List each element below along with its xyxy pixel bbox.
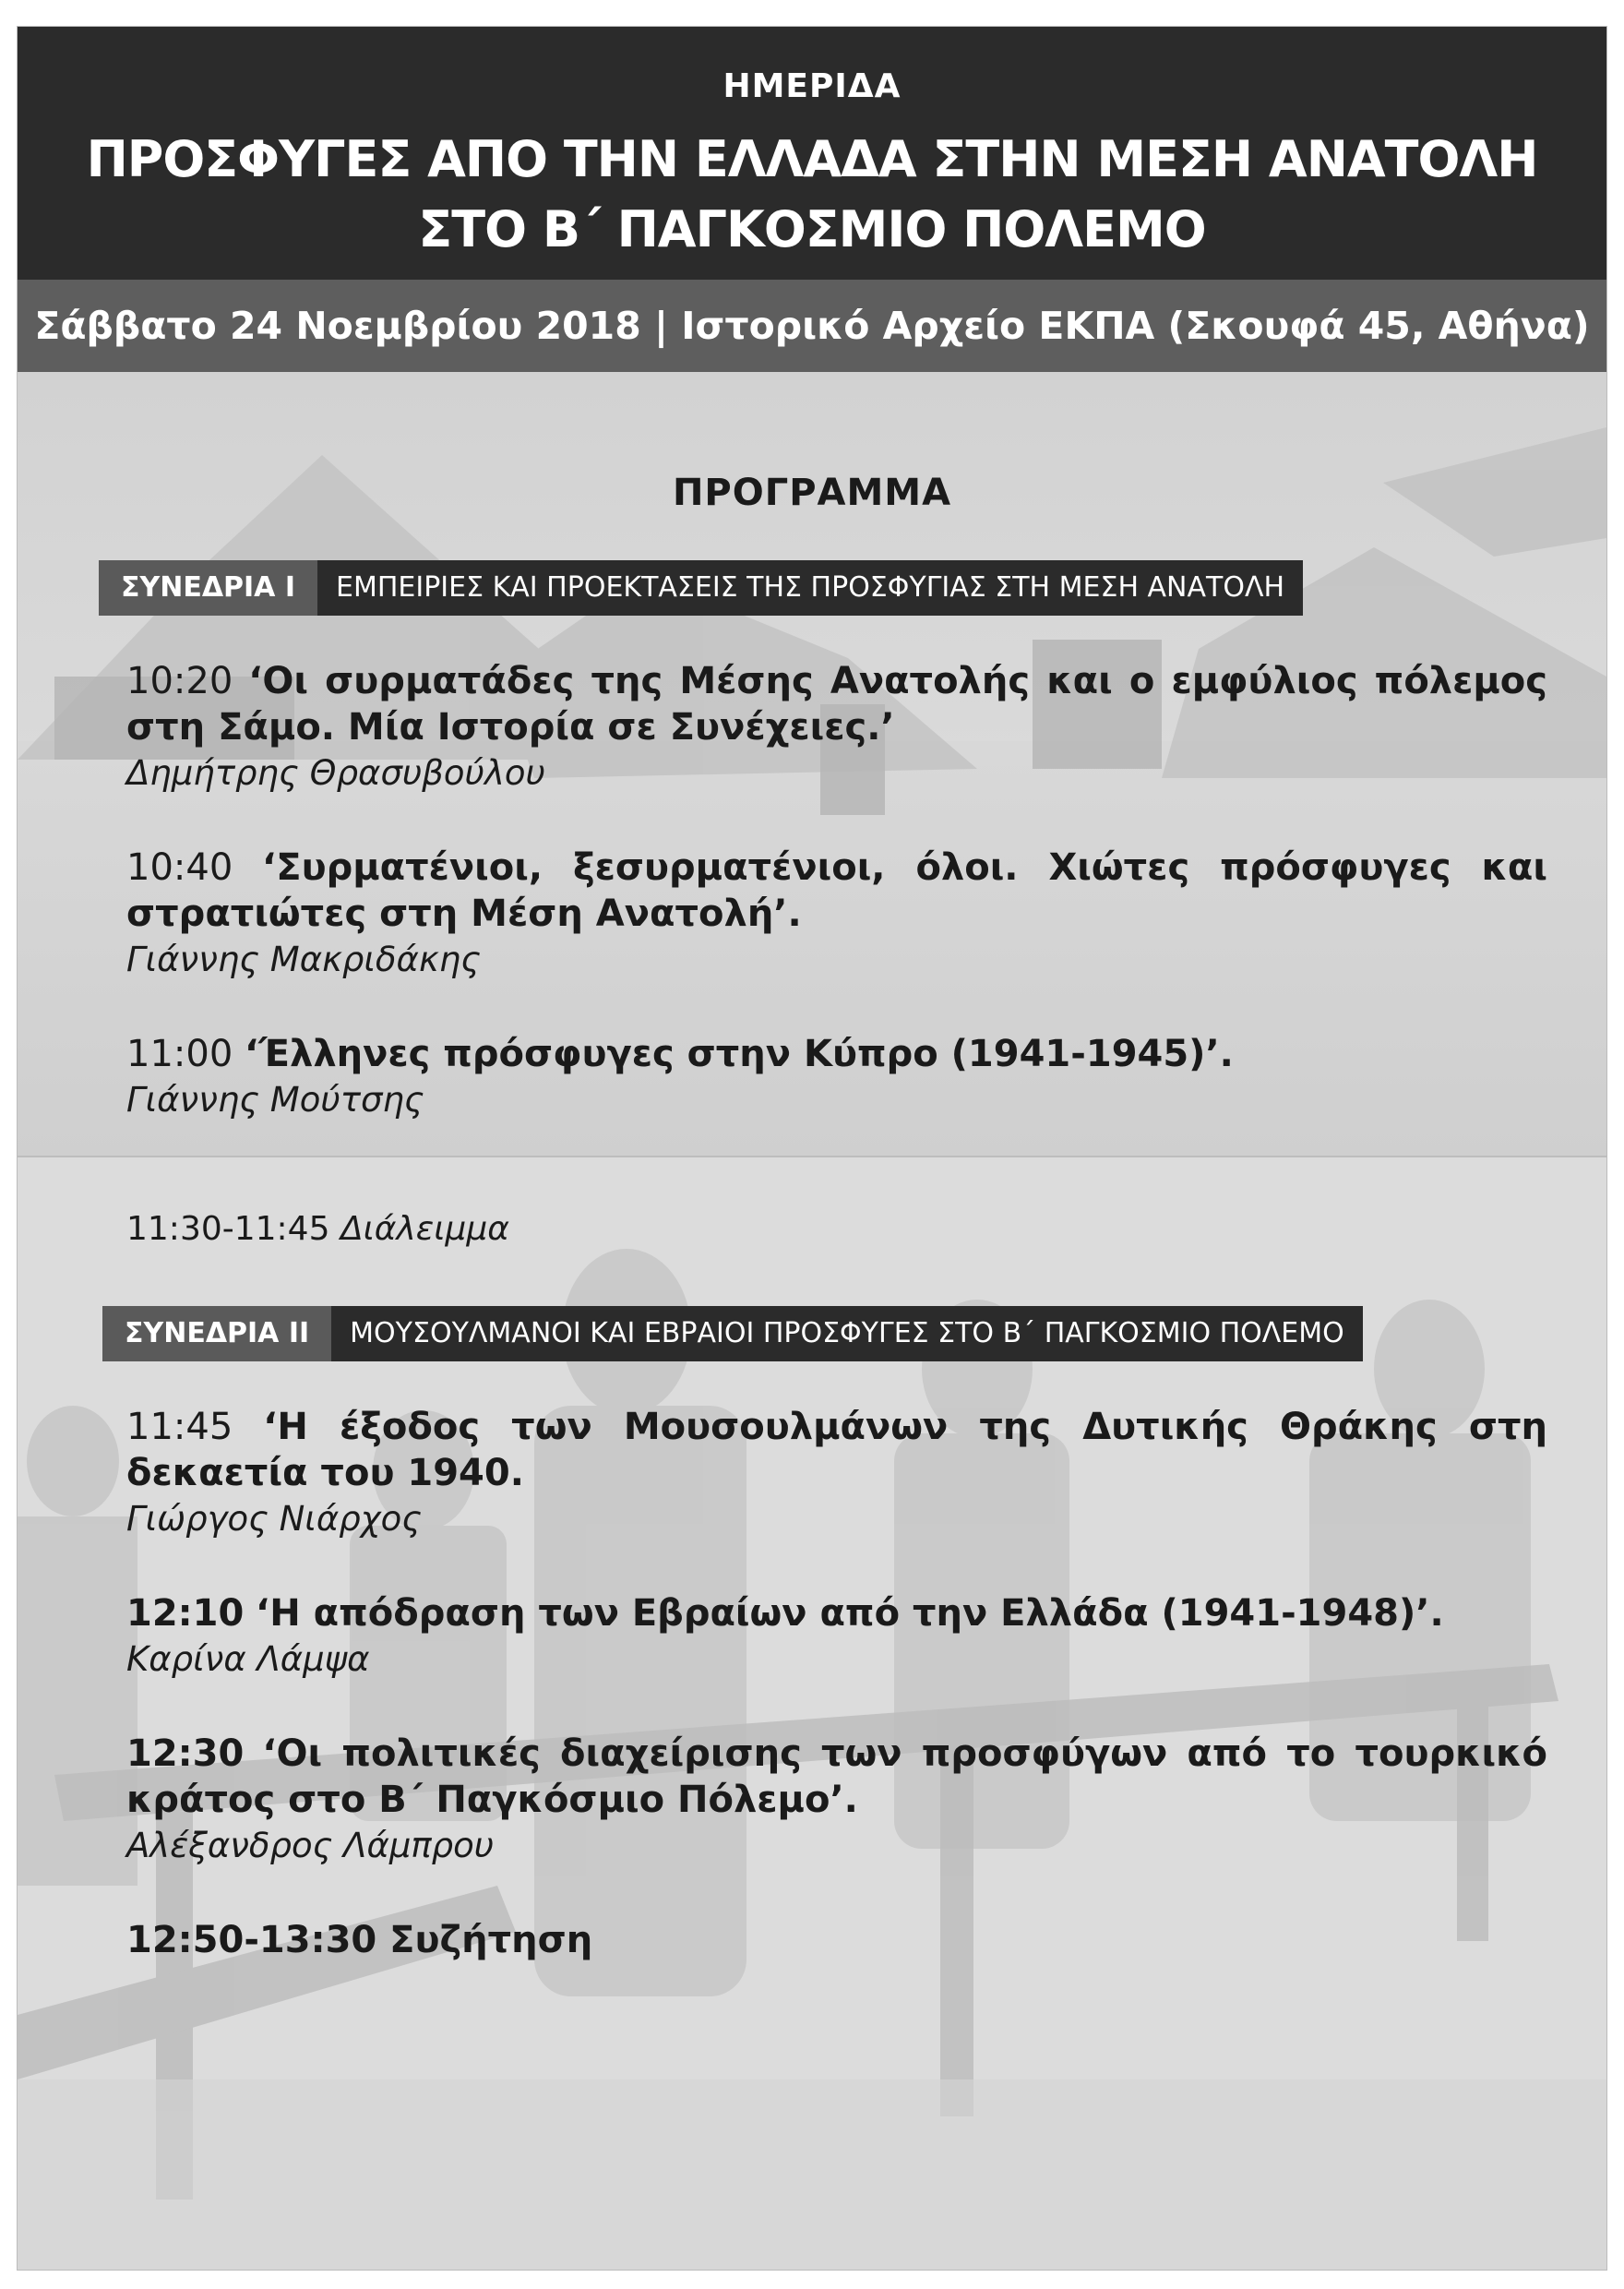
talk-item xyxy=(126,1590,1547,1683)
talk-time: 11:00 xyxy=(126,1033,233,1075)
session-number: ΣΥΝΕΔΡΙΑ Ι xyxy=(99,560,317,616)
talk-item xyxy=(126,658,1547,797)
talk-title: ‘Η απόδραση των Εβραίων από την Ελλάδα (1941-1948)’. xyxy=(256,1592,1444,1635)
event-title-line-2: ΣΤΟ Β΄ ΠΑΓΚΟΣΜΙΟ ΠΟΛΕΜΟ xyxy=(418,200,1206,258)
talk-speaker: Καρίνα Λάμψα xyxy=(126,1639,370,1679)
poster-header xyxy=(18,27,1606,280)
talk-time: 10:40 xyxy=(126,846,233,889)
talk-time: 12:30 xyxy=(126,1732,245,1775)
talk-speaker: Γιώργος Νιάρχος xyxy=(126,1499,422,1539)
talk-speaker: Αλέξανδρος Λάμπρου xyxy=(126,1826,495,1865)
closing-discussion: 12:50-13:30 Συζήτηση xyxy=(126,1919,593,1961)
event-title xyxy=(18,125,1606,265)
programme-heading: ΠΡΟΓΡΑΜΜΑ xyxy=(672,472,952,514)
talk-title: ‘Έλληνες πρόσφυγες στην Κύπρο (1941-1945)’. xyxy=(245,1033,1234,1075)
talk-time: 11:45 xyxy=(126,1406,233,1448)
talk-item xyxy=(126,845,1547,983)
talk-time: 12:10 xyxy=(126,1592,245,1635)
break-item xyxy=(126,1210,509,1248)
talk-title: ‘Οι συρματάδες της Μέσης Ανατολής και ο εμφύλιος πόλεμος στη Σάμο. Μία Ιστορία σε Συνέχειες.’ xyxy=(126,660,1548,749)
break-time: 11:30-11:45 xyxy=(126,1210,330,1248)
talk-item xyxy=(126,1031,1547,1123)
programme xyxy=(18,372,1606,2270)
poster xyxy=(17,26,1607,2271)
session-title: ΕΜΠΕΙΡΙΕΣ ΚΑΙ ΠΡΟΕΚΤΑΣΕΙΣ ΤΗΣ ΠΡΟΣΦΥΓΙΑΣ ΣΤΗ ΜΕΣΗ ΑΝΑΤΟΛΗ xyxy=(317,560,1303,616)
date-venue-bar: Σάββατο 24 Νοεμβρίου 2018 | Ιστορικό Αρχείο ΕΚΠΑ (Σκουφά 45, Αθήνα) xyxy=(18,280,1606,372)
talk-item xyxy=(126,1404,1547,1542)
talk-speaker: Γιάννης Μακριδάκης xyxy=(126,940,481,979)
talk-speaker: Γιάννης Μούτσης xyxy=(126,1080,424,1120)
session-1-header xyxy=(99,560,1303,616)
talk-title: ‘Συρματένιοι, ξεσυρματένιοι, όλοι. Χιώτες πρόσφυγες και στρατιώτες στη Μέση Ανατολή’. xyxy=(126,846,1547,935)
talk-item xyxy=(126,1731,1547,1869)
talk-title: ‘Η έξοδος των Μουσουλμάνων της Δυτικής Θράκης στη δεκαετία του 1940. xyxy=(126,1406,1548,1494)
break-label: Διάλειμμα xyxy=(340,1210,509,1248)
talk-title: ‘Οι πολιτικές διαχείρισης των προσφύγων από το τουρκικό κράτος στο Β΄ Παγκόσμιο Πόλεμο’. xyxy=(126,1732,1548,1821)
session-2-header xyxy=(102,1306,1363,1361)
event-title-line-1: ΠΡΟΣΦΥΓΕΣ ΑΠΟ ΤΗΝ ΕΛΛΑΔΑ ΣΤΗΝ ΜΕΣΗ ΑΝΑΤΟΛΗ xyxy=(86,130,1538,188)
talk-time: 10:20 xyxy=(126,660,233,702)
event-type: ΗΜΕΡΙΔΑ xyxy=(722,67,902,105)
session-number: ΣΥΝΕΔΡΙΑ ΙΙ xyxy=(102,1306,331,1361)
session-title: ΜΟΥΣΟΥΛΜΑΝΟΙ ΚΑΙ ΕΒΡΑΙΟΙ ΠΡΟΣΦΥΓΕΣ ΣΤΟ Β΄ ΠΑΓΚΟΣΜΙΟ ΠΟΛΕΜΟ xyxy=(331,1306,1363,1361)
talk-speaker: Δημήτρης Θρασυβούλου xyxy=(126,753,545,793)
